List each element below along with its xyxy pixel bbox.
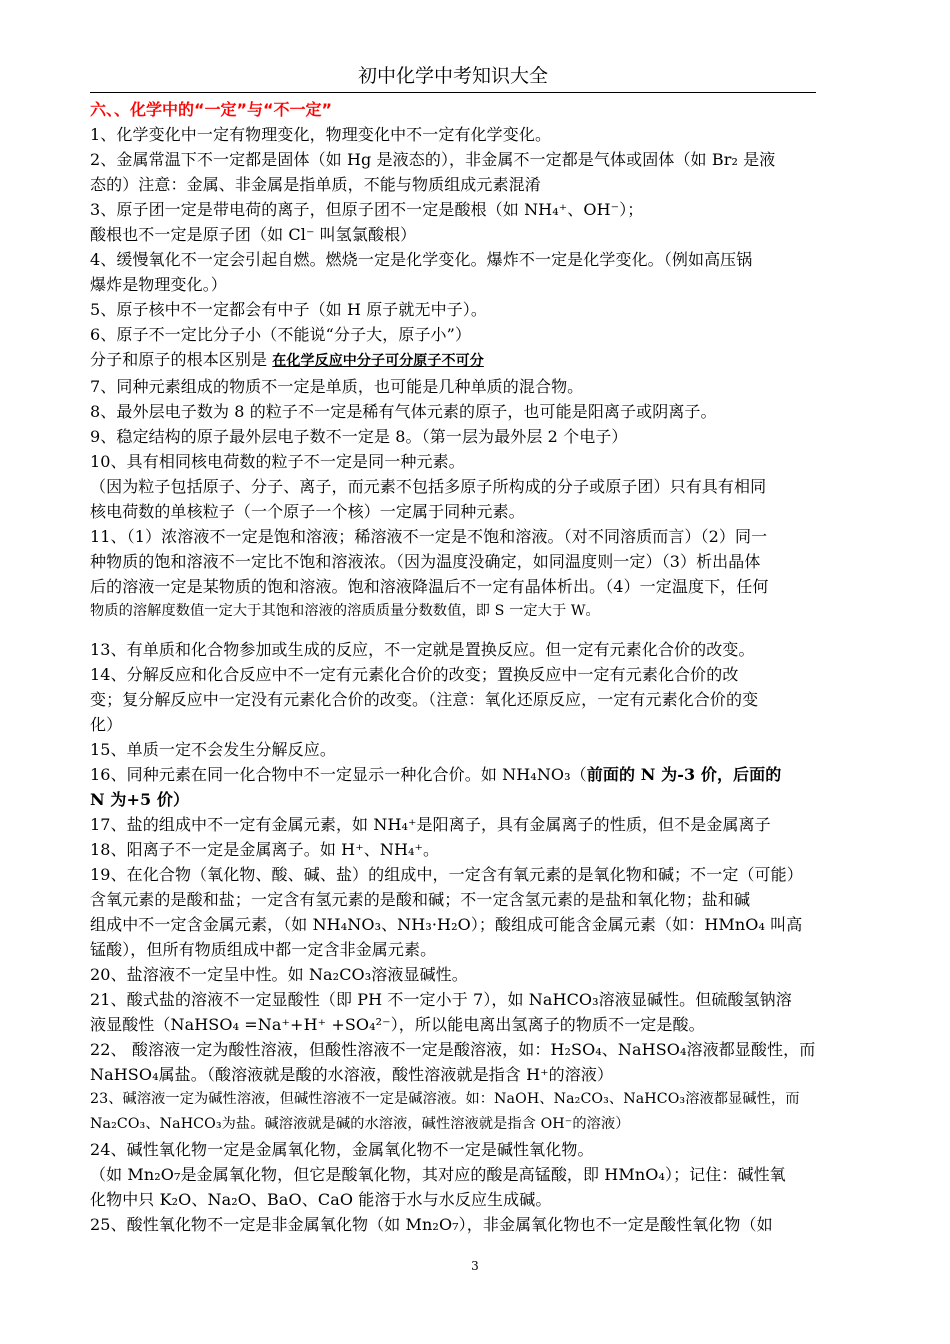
text-line: 14、分解反应和化合反应中不一定有元素化合价的改变；置换反应中一定有元素化合价的改 [90, 665, 739, 684]
page-number: 3 [471, 1259, 479, 1273]
text-line: （因为粒子包括原子、分子、离子，而元素不包括多原子所构成的分子或原子团）只有具有相同 [90, 477, 767, 496]
text-line: 液显酸性（NaHSO₄ =Na⁺+H⁺ +SO₄²⁻），所以能电离出氢离子的物质不一定是酸。 [90, 1015, 705, 1034]
text-line: 6、原子不一定比分子小（不能说“分子大，原子小”） [90, 325, 472, 344]
text-line: 8、最外层电子数为 8 的粒子不一定是稀有气体元素的原子，也可能是阳离子或阴离子。 [90, 402, 717, 421]
page-header [90, 62, 816, 93]
text-line: 核电荷数的单核粒子（一个原子一个核）一定属于同种元素。 [90, 502, 525, 521]
text-line: 18、阳离子不一定是金属离子。如 H⁺、NH₄⁺。 [90, 840, 440, 859]
text-segment: 16、同种元素在同一化合物中不一定显示一种化合价。如 NH₄NO₃（ [90, 765, 587, 784]
text-line: 变；复分解反应中一定没有元素化合价的改变。（注意：氧化还原反应，一定有元素化合价的变 [90, 690, 759, 709]
bold-text: N 为+5 价） [90, 790, 190, 809]
header-title: 初中化学中考知识大全 [357, 65, 548, 87]
text-line: NaHSO₄属盐。（酸溶液就是酸的水溶液，酸性溶液就是指含 H⁺的溶液） [90, 1065, 614, 1084]
emphasis-text: 在化学反应中分子可分原子不可分 [272, 353, 484, 369]
text-line: 后的溶液一定是某物质的饱和溶液。饱和溶液降温后不一定有晶体析出。（4）一定温度下，任何 [90, 577, 769, 596]
text-line: 锰酸），但所有物质组成中都一定含非金属元素。 [90, 940, 437, 959]
text-line: 物质的溶解度数值一定大于其饱和溶液的溶质质量分数数值，即 S 一定大于 W。 [90, 603, 600, 619]
text-line: 5、原子核中不一定都会有中子（如 H 原子就无中子）。 [90, 300, 488, 319]
text-line: 种物质的饱和溶液不一定比不饱和溶液浓。（因为温度没确定，如同温度则一定）（3）析出晶体 [90, 552, 761, 571]
text-line: 13、有单质和化合物参加或生成的反应，不一定就是置换反应。但一定有元素化合价的改变。 [90, 640, 755, 659]
text-line: 酸根也不一定是原子团（如 Cl⁻ 叫氢氯酸根） [90, 225, 417, 244]
text-line: 25、酸性氧化物不一定是非金属氧化物（如 Mn₂O₇），非金属氧化物也不一定是酸性氧化物（如 [90, 1215, 773, 1234]
text-lines [90, 122, 860, 1237]
bold-text: 前面的 N 为-3 价，后面的 [586, 765, 782, 784]
text-line: 3、原子团一定是带电荷的离子，但原子团不一定是酸根（如 NH₄⁺、OH⁻）； [90, 200, 644, 219]
page-content [90, 97, 860, 1237]
text-segment: 分子和原子的根本区别是 [90, 350, 273, 369]
text-line: 21、酸式盐的溶液不一定显酸性（即 PH 不一定小于 7），如 NaHCO₃溶液显碱性。但硫酸氢钠溶 [90, 990, 792, 1009]
text-line: 7、同种元素组成的物质不一定是单质，也可能是几种单质的混合物。 [90, 377, 584, 396]
text-line: 20、盐溶液不一定呈中性。如 Na₂CO₃溶液显碱性。 [90, 965, 468, 984]
text-line: 24、碱性氧化物一定是金属氧化物，金属氧化物不一定是碱性氧化物。 [90, 1140, 594, 1159]
text-line: 4、缓慢氧化不一定会引起自燃。燃烧一定是化学变化。爆炸不一定是化学变化。（例如高压锅 [90, 250, 753, 269]
text-line: 爆炸是物理变化。） [90, 275, 227, 294]
line-gap [90, 624, 860, 637]
text-line: Na₂CO₃、NaHCO₃为盐。碱溶液就是碱的水溶液，碱性溶液就是指含 OH⁻的溶液） [90, 1116, 630, 1132]
text-line: 化） [90, 715, 123, 734]
text-line: 17、盐的组成中不一定有金属元素，如 NH₄⁺是阳离子，具有金属离子的性质，但不是金属离子 [90, 815, 771, 834]
text-line: 15、单质一定不会发生分解反应。 [90, 740, 336, 759]
text-line: 化物中只 K₂O、Na₂O、BaO、CaO 能溶于水与水反应生成碱。 [90, 1190, 552, 1209]
text-line: 2、金属常温下不一定都是固体（如 Hg 是液态的），非金属不一定都是气体或固体（如 Br₂ 是液 [90, 150, 776, 169]
text-line [90, 787, 860, 812]
text-line: 组成中不一定含金属元素，（如 NH₄NO₃、NH₃·H₂O）；酸组成可能含金属元素（如：HMnO₄ 叫高 [90, 915, 803, 934]
text-line: 1、化学变化中一定有物理变化，物理变化中不一定有化学变化。 [90, 125, 552, 144]
text-line: （如 Mn₂O₇是金属氧化物，但它是酸氧化物，其对应的酸是高锰酸，即 HMnO₄）；记住：碱性氧 [90, 1165, 786, 1184]
text-line [90, 762, 860, 787]
text-line: 22、 酸溶液一定为酸性溶液，但酸性溶液不一定是酸溶液，如：H₂SO₄、NaHSO₄溶液都显酸性，而 [90, 1040, 816, 1059]
text-line: 含氧元素的是酸和盐；一定含有氢元素的是酸和碱；不一定含氢元素的是盐和氧化物；盐和碱 [90, 890, 751, 909]
text-line: 23、碱溶液一定为碱性溶液，但碱性溶液不一定是碱溶液。如：NaOH、Na₂CO₃、NaHCO₃溶液都显碱性，而 [90, 1091, 800, 1107]
section-title: 六、、化学中的“一定”与“不一定” [90, 100, 333, 119]
text-line: 10、具有相同核电荷数的粒子不一定是同一种元素。 [90, 452, 465, 471]
text-line: 态的）注意：金属、非金属是指单质，不能与物质组成元素混淆 [90, 175, 541, 194]
text-line: 19、在化合物（氧化物、酸、碱、盐）的组成中，一定含有氧元素的是氧化物和碱；不一定（可能） [90, 865, 803, 884]
text-line: 9、稳定结构的原子最外层电子数不一定是 8。（第一层为最外层 2 个电子） [90, 427, 628, 446]
text-line [90, 347, 860, 374]
text-line: 11、（1）浓溶液不一定是饱和溶液；稀溶液不一定是不饱和溶液。（对不同溶质而言）（2）同一 [90, 527, 768, 546]
